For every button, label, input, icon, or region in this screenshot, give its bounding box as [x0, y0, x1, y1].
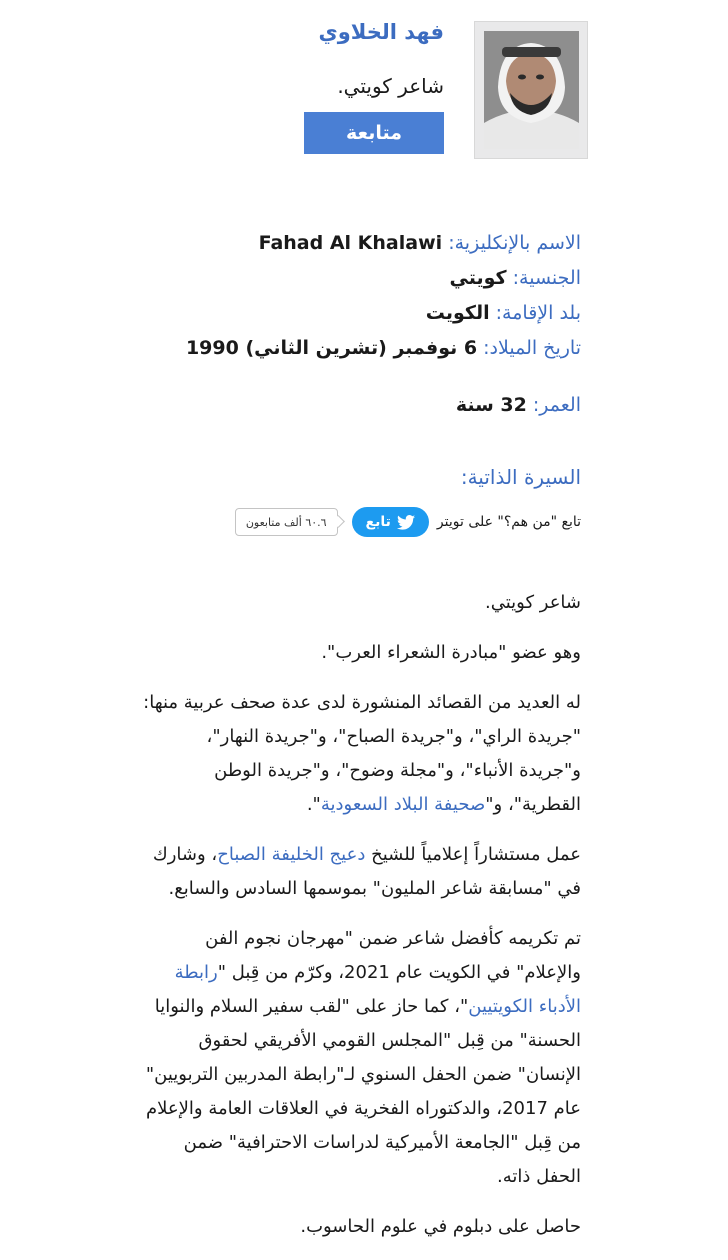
bio-paragraph [141, 686, 581, 822]
bio-paragraph: شاعر كويتي. [485, 592, 581, 613]
fact-value: كويتي [449, 267, 507, 289]
fact-label: الجنسية: [512, 267, 581, 289]
bio-text: ، وشارك في "مسابقة شاعر المليون" بموسمها السادس والسابع. [152, 844, 581, 899]
link-kuwaiti-writers-league[interactable]: رابطة الأدباء الكويتيين [174, 962, 581, 1017]
fact-value: Fahad Al Khalawi [258, 232, 443, 254]
bio-text: ". [306, 794, 321, 815]
fact-age [456, 388, 581, 423]
fact-nationality [186, 261, 581, 296]
bio-paragraph [141, 838, 581, 906]
profile-photo-frame [474, 21, 588, 159]
fact-value: الكويت [425, 302, 490, 324]
bio-text: تم تكريمه كأفضل شاعر ضمن "مهرجان نجوم الفن والإعلام" في الكويت عام 2021، وكرّم من قِبل " [205, 928, 581, 983]
fact-value: 32 سنة [455, 394, 527, 416]
fact-label: العمر: [532, 394, 581, 416]
fact-residence [186, 296, 581, 331]
bio-paragraph: وهو عضو "مبادرة الشعراء العرب". [321, 642, 581, 663]
twitter-follower-count: ٦٠.٦ ألف متابعون [235, 508, 338, 536]
follow-button[interactable]: متابعة [304, 112, 444, 154]
fact-label: الاسم بالإنكليزية: [448, 232, 581, 254]
twitter-follow-label: تابع [365, 514, 391, 530]
bio-paragraph [141, 922, 581, 1194]
link-duaij-al-sabah[interactable]: دعيج الخليفة الصباح [217, 844, 366, 865]
profile-name[interactable]: فهد الخلاوي [318, 20, 444, 44]
link-bilad-newspaper[interactable]: صحيفة البلاد السعودية [320, 794, 486, 815]
fact-birth-date [186, 331, 581, 366]
fact-value: 6 نوفمبر (تشرين الثاني) 1990 [185, 337, 478, 359]
profile-description: شاعر كويتي. [337, 74, 444, 98]
profile-facts [186, 226, 581, 366]
fact-english-name [186, 226, 581, 261]
bio-content [141, 586, 581, 1260]
bio-text: "، كما حاز على "لقب سفير السلام والنوايا الحسنة" من قِبل "المجلس القومي الأفريقي لحقوق الإنسان" ضمن الحفل السنوي لـ"رابطة المدربين التربويين" عام 2017، والدكتوراه الفخرية في العلاقات العامة والإعلام من قِبل "الجامعة الأميركية لدراسات الاحترافية" ضمن الحفل ذاته. [145, 996, 581, 1187]
twitter-follow-button[interactable] [352, 507, 429, 537]
bio-text: عمل مستشاراً إعلامياً للشيخ [365, 844, 581, 865]
fact-label: بلد الإقامة: [495, 302, 581, 324]
twitter-follow-row [235, 505, 581, 539]
bio-paragraph: حاصل على دبلوم في علوم الحاسوب. [300, 1216, 581, 1237]
bio-heading: السيرة الذاتية: [460, 465, 581, 489]
fact-label: تاريخ الميلاد: [483, 337, 581, 359]
profile-photo [484, 31, 579, 149]
twitter-bird-icon [397, 515, 415, 530]
bio-text: له العديد من القصائد المنشورة لدى عدة صحف عربية منها: "جريدة الراي"، و"جريدة الصباح"، و"جريدة النهار"، و"جريدة الأنباء"، و"مجلة وضوح"، و"جريدة الوطن القطرية"، و" [143, 692, 581, 815]
twitter-prompt: تابع "من هم؟" على تويتر [436, 514, 581, 530]
